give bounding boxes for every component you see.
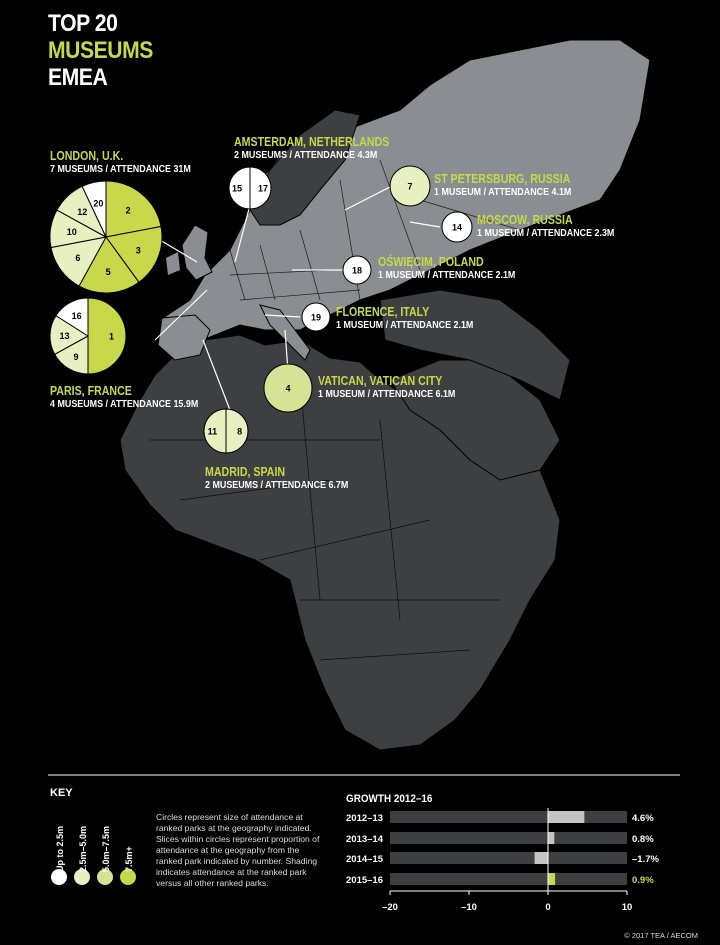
city-detail: 4 MUSEUMS / ATTENDANCE 15.9M [50, 398, 199, 410]
growth-tick-label: 0 [545, 902, 551, 913]
city-name: OŚWIĘCIM, POLAND [378, 255, 484, 269]
growth-chart [346, 808, 659, 913]
pie-label-oswiecim-18: 18 [351, 265, 363, 276]
pie-label-london-20: 20 [93, 198, 104, 209]
pie-label-london-10: 10 [66, 227, 77, 238]
growth-category-label: 2013–14 [346, 834, 383, 845]
label-amsterdam [234, 135, 417, 161]
pie-label-moscow-14: 14 [451, 222, 463, 233]
pie-label-stpetersburg-7: 7 [407, 181, 413, 192]
growth-bar-2013–14 [548, 832, 554, 844]
city-name: MOSCOW, RUSSIA [477, 213, 573, 227]
growth-bar-2014–15 [535, 852, 548, 864]
growth-bar-2012–13 [548, 811, 584, 823]
ireland-island [166, 252, 180, 275]
title-line2: MUSEUMS [48, 37, 153, 64]
page-title [48, 10, 167, 91]
label-stpetersburg [434, 172, 596, 198]
growth-track [390, 852, 627, 864]
label-oswiecim [378, 255, 540, 281]
growth-value-label: –1.7% [632, 854, 659, 865]
title-line1: TOP 20 [48, 10, 118, 37]
growth-track [390, 811, 627, 823]
growth-value-label: 0.8% [632, 834, 654, 845]
pie-label-vatican-4: 4 [285, 383, 291, 394]
growth-track [390, 832, 627, 844]
legend-label-7-5-plus: 7.5m+ [124, 846, 134, 872]
city-detail: 1 MUSEUM / ATTENDANCE 2.1M [378, 269, 516, 281]
pie-label-london-6: 6 [75, 252, 81, 263]
label-vatican [318, 374, 480, 400]
pie-label-paris-1: 1 [109, 331, 115, 342]
city-name: VATICAN, VATICAN CITY [318, 374, 443, 388]
uk-island [182, 225, 212, 280]
title-line3: EMEA [48, 64, 108, 91]
label-paris [50, 384, 224, 410]
pie-label-paris-9: 9 [73, 351, 79, 362]
city-name: PARIS, FRANCE [50, 384, 132, 398]
legend-label-up-to-2-5: Up to 2.5m [55, 825, 65, 872]
city-name: ST PETERSBURG, RUSSIA [434, 172, 571, 186]
pie-label-london-12: 12 [77, 207, 88, 218]
pie-label-london-5: 5 [105, 267, 111, 278]
city-detail: 1 MUSEUM / ATTENDANCE 2.3M [477, 227, 615, 239]
city-detail: 2 MUSEUMS / ATTENDANCE 4.3M [234, 149, 378, 161]
pie-label-paris-13: 13 [59, 330, 70, 341]
city-detail: 1 MUSEUM / ATTENDANCE 4.1M [434, 186, 572, 198]
pie-label-london-3: 3 [135, 245, 141, 256]
city-detail: 1 MUSEUM / ATTENDANCE 2.1M [336, 319, 474, 331]
pie-label-florence-19: 19 [310, 312, 322, 323]
city-detail: 2 MUSEUMS / ATTENDANCE 6.7M [205, 479, 349, 491]
city-name: MADRID, SPAIN [205, 465, 286, 479]
legend-label-5-7-5: 5.0m–7.5m [101, 825, 111, 872]
city-name: LONDON, U.K. [50, 149, 124, 163]
credit: © 2017 TEA / AECOM [624, 931, 698, 940]
growth-heading: GROWTH 2012–16 [346, 793, 433, 805]
pie-label-madrid-8: 8 [237, 426, 243, 437]
growth-track [390, 873, 627, 885]
pie-label-amsterdam-15: 15 [231, 183, 242, 194]
key-description: Circles represent size of attendance at ranked parks at the geography indicated. Slices within circles represent proportion of attendance at the geography from the ranked park indicated by number. Shading indicates attendance at the ranked park versus all other ranked parks. [156, 812, 320, 888]
growth-bar-2015–16 [548, 873, 555, 885]
city-detail: 7 MUSEUMS / ATTENDANCE 31M [50, 163, 191, 175]
label-madrid [205, 465, 374, 491]
city-detail: 1 MUSEUM / ATTENDANCE 6.1M [318, 388, 456, 400]
growth-tick-label: –20 [382, 902, 398, 913]
label-moscow [477, 213, 639, 239]
growth-value-label: 0.9% [632, 875, 654, 886]
growth-category-label: 2014–15 [346, 854, 383, 865]
growth-category-label: 2015–16 [346, 875, 383, 886]
key-heading: KEY [50, 787, 73, 799]
growth-category-label: 2012–13 [346, 813, 383, 824]
city-name: FLORENCE, ITALY [336, 305, 430, 319]
pie-label-london-2: 2 [125, 205, 131, 216]
pie-label-madrid-11: 11 [207, 426, 218, 437]
growth-value-label: 4.6% [632, 813, 654, 824]
growth-tick-label: 10 [621, 902, 633, 913]
pie-label-paris-16: 16 [71, 310, 82, 321]
pie-slice-paris-1 [88, 298, 126, 374]
city-name: AMSTERDAM, NETHERLANDS [234, 135, 390, 149]
pie-label-amsterdam-17: 17 [258, 183, 269, 194]
label-florence [336, 305, 498, 331]
legend-label-2-5-5: 2.5m–5.0m [78, 825, 88, 872]
growth-tick-label: –10 [461, 902, 477, 913]
label-london [50, 149, 216, 175]
